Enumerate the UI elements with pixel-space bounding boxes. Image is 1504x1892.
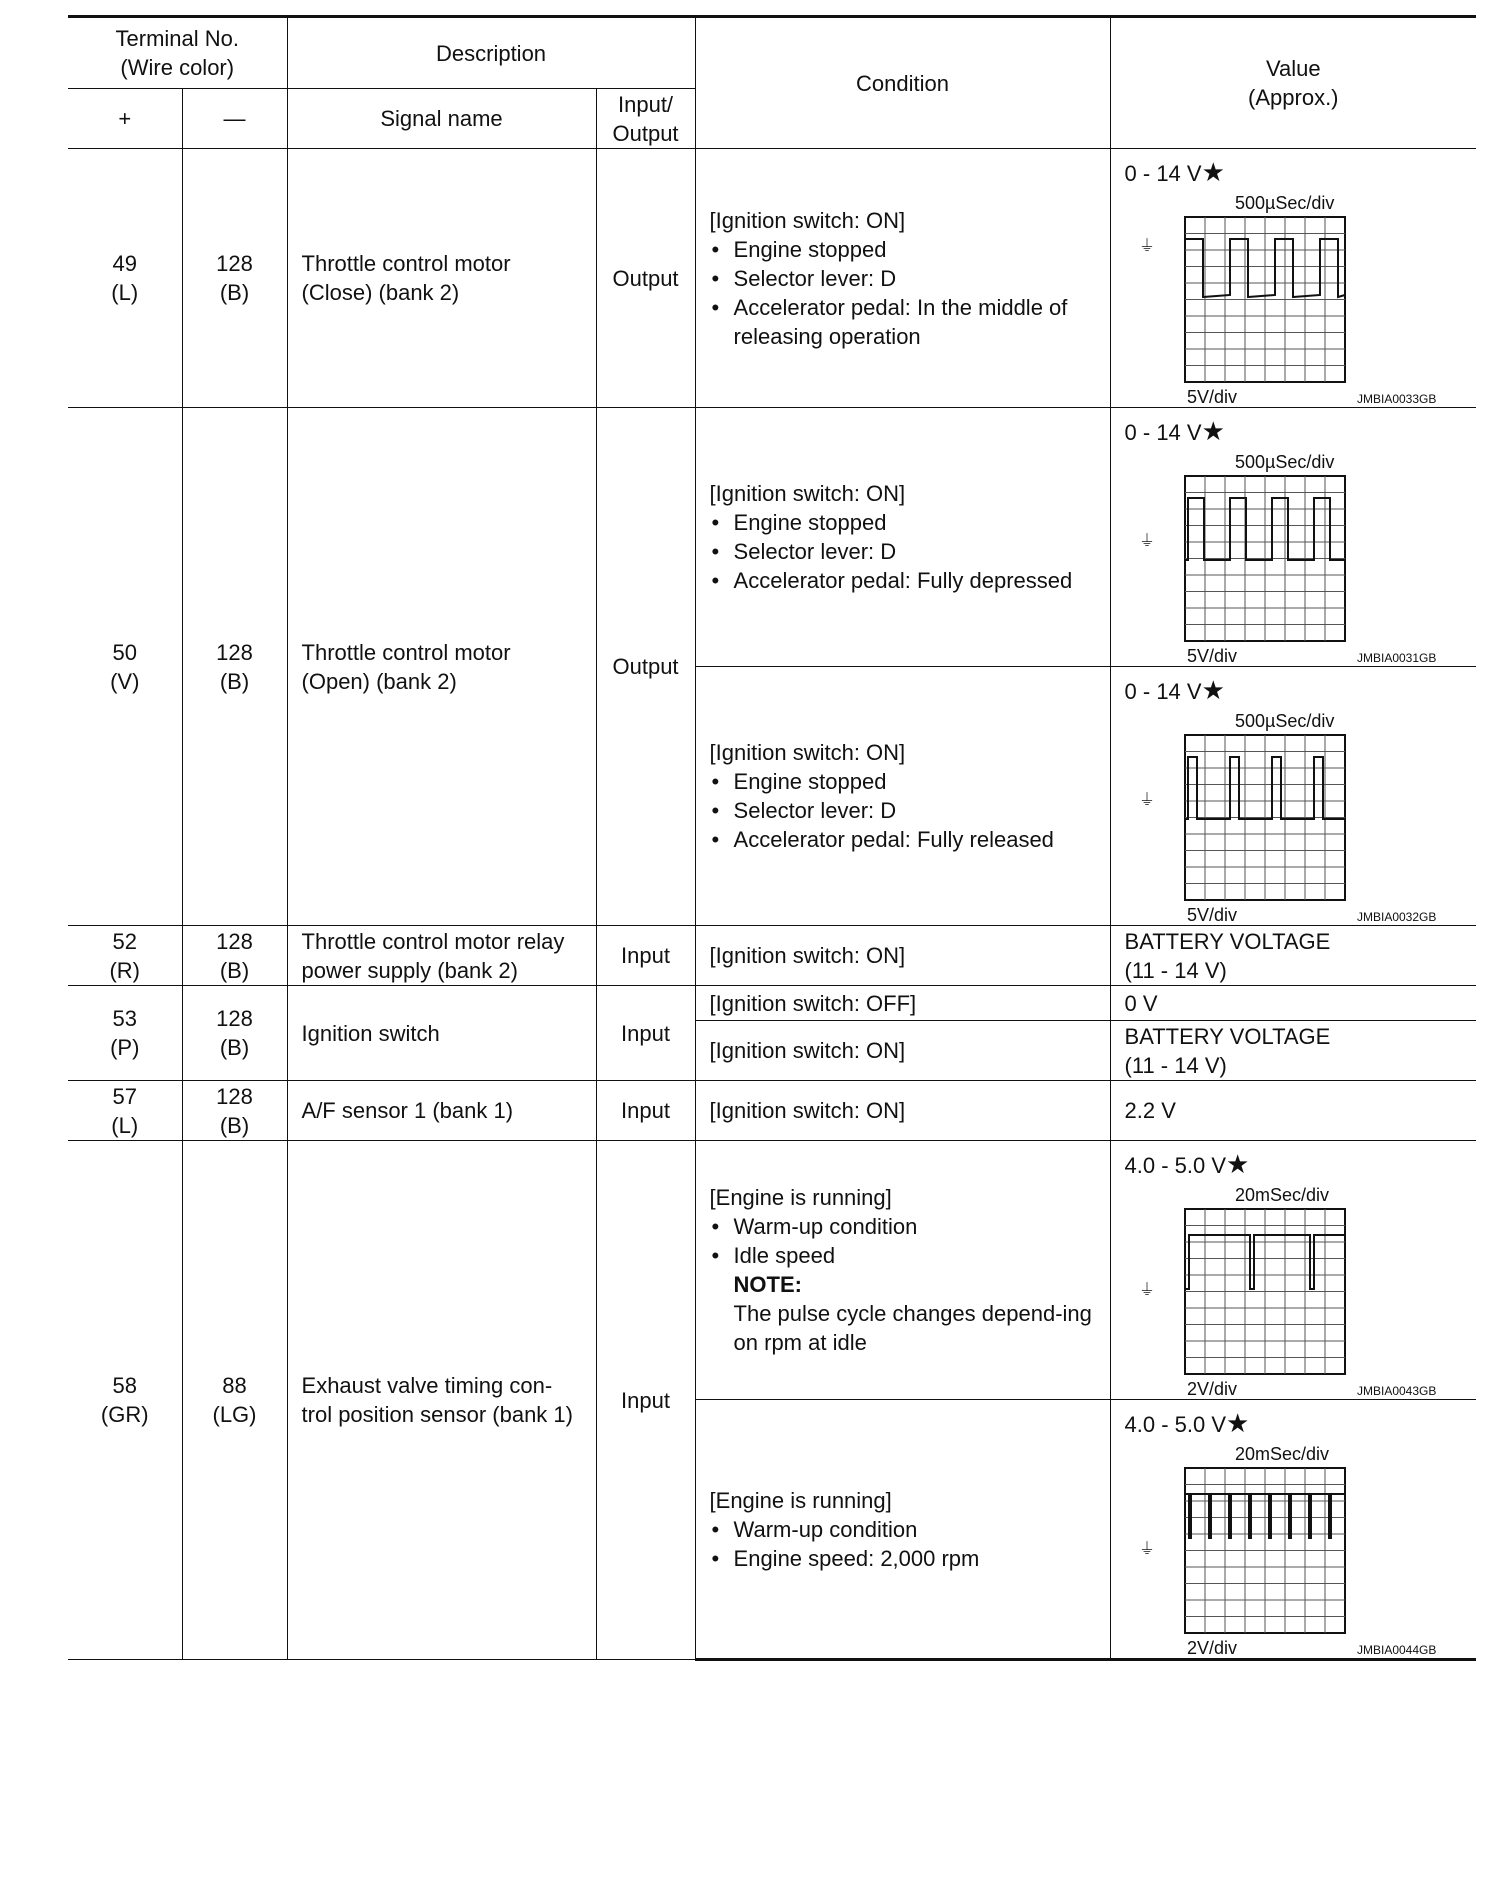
header-input-output [596,89,695,149]
star-icon: ★ [1201,416,1225,446]
scope-grid [1185,476,1345,641]
minus-terminal [182,986,287,1081]
signal-name-line1: Exhaust valve timing con- [301,1373,553,1398]
value-cell [1110,926,1476,986]
table-row [68,1081,1476,1141]
minus-terminal-number: 128 [216,251,253,276]
signal-name-line2: (Close) (bank 2) [301,280,460,305]
header-condition: Condition [695,17,1110,149]
plus-terminal [68,149,182,408]
signal-name-line1: Throttle control motor [301,639,511,665]
volt-div-label: 2V/div [1186,1379,1237,1399]
header-input-output-line1: Input/ [618,91,674,117]
plus-terminal-number: 50 [112,639,137,665]
value-subtext: (11 - 14 V) [1124,957,1227,983]
value-text: BATTERY VOLTAGE [1124,1023,1331,1049]
header-value [1110,17,1476,149]
condition-head: [Engine is running] [709,1487,892,1513]
signal-name-line2: (Open) (bank 2) [301,668,457,694]
condition-item: • Selector lever: D [710,796,1096,825]
io-type: Output [596,149,695,408]
condition-item: • Engine stopped [710,235,1096,264]
plus-wire-color: (R) [109,957,141,983]
condition-item: • Engine stopped [710,767,1096,796]
figure-code: JMBIA0033GB [1356,392,1436,406]
timebase-label: 500µSec/div [1234,452,1334,472]
plus-terminal [68,986,182,1081]
table-row [68,1141,1476,1400]
timebase-label: 20mSec/div [1234,1444,1329,1464]
signal-name: Ignition switch [287,986,596,1081]
minus-wire-color: (B) [219,668,250,694]
timebase-label: 20mSec/div [1234,1185,1329,1205]
condition-item: • Accelerator pedal: In the middle of releasing operation [710,293,1096,351]
value-cell: 0 V [1110,986,1476,1021]
minus-wire-color: (LG) [212,1402,257,1427]
condition-list [710,508,1096,595]
value-cell [1110,149,1476,408]
condition-list [710,1515,1096,1573]
signal-name [287,926,596,986]
condition-item: • Warm-up condition [710,1212,1096,1241]
condition-item: • Accelerator pedal: Fully released [710,825,1096,854]
plus-terminal [68,1081,182,1141]
condition-head: [Engine is running] [709,1185,892,1210]
star-icon: ★ [1226,1408,1250,1438]
signal-name-line2: power supply (bank 2) [301,957,518,983]
scope-grid [1185,1468,1345,1633]
oscilloscope-waveform [1125,191,1445,407]
ground-icon: ⏚ [1138,1282,1155,1299]
header-signal-name: Signal name [287,89,596,149]
timebase-label: 500µSec/div [1234,711,1334,731]
plus-terminal [68,408,182,926]
condition-note [710,1270,1096,1357]
value-cell [1110,1141,1476,1400]
condition-cell [695,408,1110,667]
minus-terminal-number: 88 [222,1373,247,1398]
plus-wire-color: (V) [110,668,140,694]
header-wire-color-label: (Wire color) [120,55,235,80]
condition-item: • Selector lever: D [710,264,1096,293]
header-value-label: Value [1265,56,1321,81]
minus-wire-color: (B) [219,1035,250,1060]
condition-cell: [Ignition switch: ON] [695,1021,1110,1081]
signal-name-line1: Throttle control motor relay [301,928,565,954]
oscilloscope-waveform [1125,709,1445,925]
value-cell [1110,667,1476,926]
header-input-output-line2: Output [612,120,679,146]
figure-code: JMBIA0044GB [1356,1643,1436,1657]
value-text: BATTERY VOLTAGE [1124,928,1331,954]
value-range [1125,1151,1463,1179]
ground-icon: ⏚ [1138,1541,1155,1558]
ground-icon: ⏚ [1138,792,1155,809]
ground-icon: ⏚ [1138,533,1155,550]
terminal-spec-table [68,15,1476,1661]
header-value-sub-label: (Approx.) [1248,85,1339,110]
star-icon: ★ [1201,157,1225,187]
plus-terminal-number: 53 [112,1006,137,1031]
minus-wire-color: (B) [219,1112,250,1138]
plus-wire-color: (L) [111,1112,139,1138]
scope-grid [1185,1209,1345,1374]
minus-terminal [182,408,287,926]
minus-wire-color: (B) [219,280,250,305]
condition-cell: [Ignition switch: OFF] [695,986,1110,1021]
signal-name [287,408,596,926]
value-range [1125,159,1463,187]
value-subtext: (11 - 14 V) [1124,1052,1227,1078]
oscilloscope-waveform [1125,1183,1445,1399]
plus-terminal [68,1141,182,1660]
condition-cell: [Ignition switch: ON] [695,926,1110,986]
condition-item: • Accelerator pedal: Fully depressed [710,566,1096,595]
table-row [68,408,1476,667]
io-type: Input [596,986,695,1081]
minus-terminal [182,926,287,986]
value-range-text: 4.0 - 5.0 V [1124,1412,1227,1437]
signal-name [287,1141,596,1660]
plus-terminal-number: 52 [112,928,137,954]
condition-item: • Engine speed: 2,000 rpm [710,1544,1096,1573]
condition-list [710,1212,1096,1357]
header-minus: — [182,89,287,149]
figure-code: JMBIA0032GB [1356,910,1436,924]
value-range [1125,1410,1463,1438]
figure-code: JMBIA0031GB [1356,651,1436,665]
value-cell [1110,1021,1476,1081]
value-range [1125,677,1463,705]
plus-terminal [68,926,182,986]
value-cell [1110,1400,1476,1660]
figure-code: JMBIA0043GB [1356,1384,1436,1398]
plus-terminal-number: 58 [112,1373,137,1398]
signal-name-line1: Throttle control motor [301,251,511,276]
minus-terminal [182,1141,287,1660]
signal-name [287,149,596,408]
volt-div-label: 2V/div [1186,1638,1237,1658]
note-title: NOTE: [733,1272,802,1297]
io-type: Output [596,408,695,926]
star-icon: ★ [1226,1149,1250,1179]
condition-cell [695,1141,1110,1400]
ground-icon: ⏚ [1138,238,1155,255]
value-range-text: 4.0 - 5.0 V [1124,1153,1227,1178]
io-type: Input [596,1081,695,1141]
timebase-label: 500µSec/div [1234,193,1334,213]
condition-item: • Warm-up condition [710,1515,1096,1544]
minus-terminal [182,1081,287,1141]
plus-terminal-number: 49 [112,251,137,276]
value-range-text: 0 - 14 V [1124,679,1202,704]
signal-name-line2: trol position sensor (bank 1) [301,1402,573,1427]
condition-head: [Ignition switch: ON] [709,481,906,506]
io-type: Input [596,1141,695,1660]
value-cell [1110,408,1476,667]
condition-item: • Engine stopped [710,508,1096,537]
value-range-text: 0 - 14 V [1124,420,1202,445]
condition-head: [Ignition switch: ON] [709,740,906,765]
condition-list [710,235,1096,351]
minus-terminal-number: 128 [216,1083,253,1109]
condition-cell [695,667,1110,926]
value-range [1125,418,1463,446]
condition-head: [Ignition switch: ON] [709,207,906,233]
plus-wire-color: (GR) [100,1402,149,1427]
minus-wire-color: (B) [219,957,250,983]
minus-terminal-number: 128 [216,1006,253,1031]
value-cell: 2.2 V [1110,1081,1476,1141]
condition-list [710,767,1096,854]
volt-div-label: 5V/div [1186,387,1237,407]
table-row [68,149,1476,408]
condition-item: • Idle speed [710,1241,1096,1270]
table-row [68,986,1476,1021]
header-description: Description [287,17,695,89]
table-row [68,926,1476,986]
header-terminal-no [68,17,287,89]
io-type: Input [596,926,695,986]
volt-div-label: 5V/div [1186,905,1237,925]
value-range-text: 0 - 14 V [1124,161,1202,186]
star-icon: ★ [1201,675,1225,705]
condition-cell: [Ignition switch: ON] [695,1081,1110,1141]
minus-terminal [182,149,287,408]
minus-terminal-number: 128 [216,639,253,665]
signal-name: A/F sensor 1 (bank 1) [287,1081,596,1141]
condition-cell [695,149,1110,408]
condition-item: • Selector lever: D [710,537,1096,566]
scope-grid [1185,735,1345,900]
plus-wire-color: (P) [110,1035,140,1060]
header-plus: + [68,89,182,149]
header-terminal-no-label: Terminal No. [115,26,239,51]
oscilloscope-waveform [1125,1442,1445,1658]
minus-terminal-number: 128 [216,928,253,954]
oscilloscope-waveform [1125,450,1445,666]
note-text: The pulse cycle changes depend-ing on rpm at idle [733,1301,1092,1355]
plus-wire-color: (L) [111,280,139,305]
plus-terminal-number: 57 [112,1083,137,1109]
volt-div-label: 5V/div [1186,646,1237,666]
condition-cell [695,1400,1110,1660]
